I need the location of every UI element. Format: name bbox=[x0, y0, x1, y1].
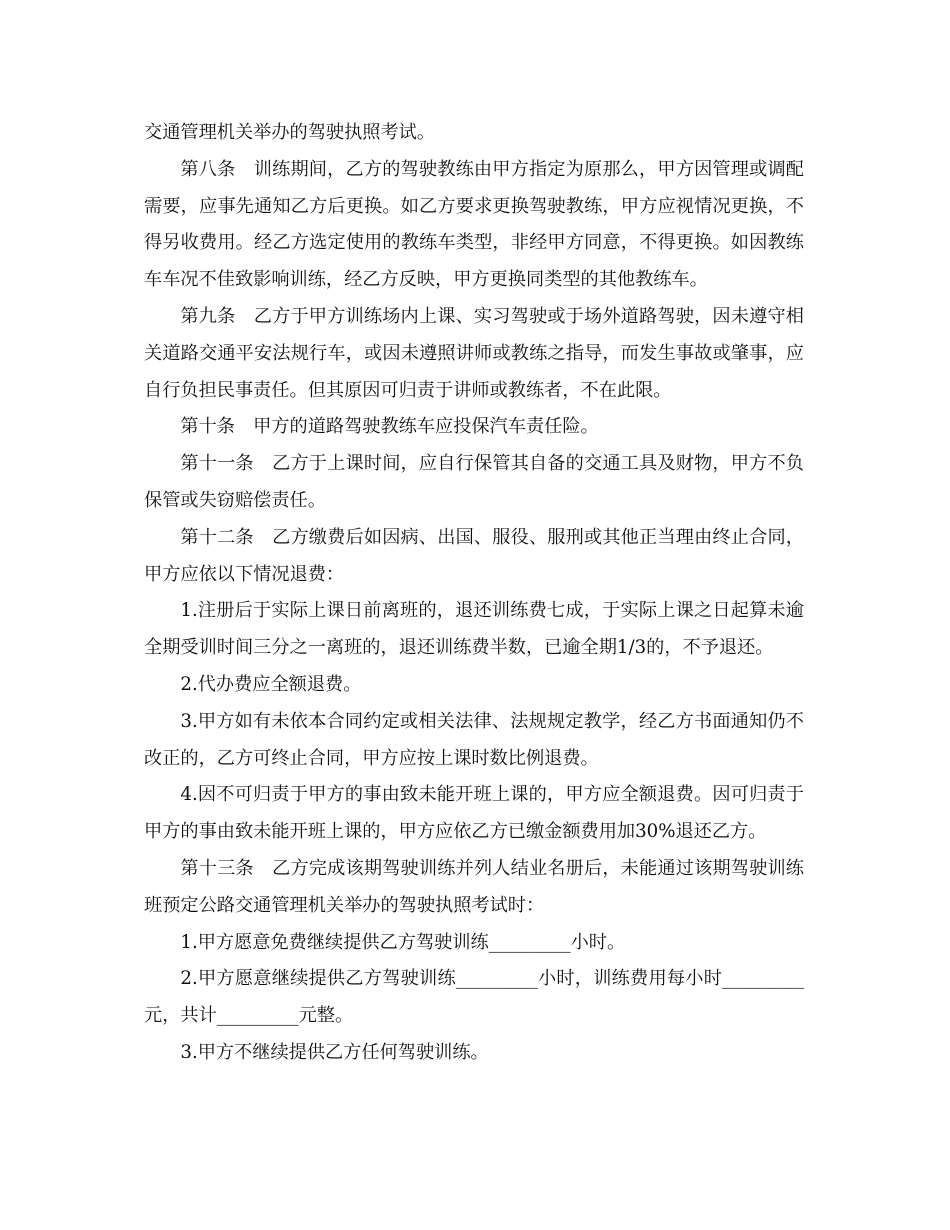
paragraph-article-10: 第十条 甲方的道路驾驶教练车应投保汽车责任险。 bbox=[180, 416, 599, 438]
paragraph-article-12: 第十二条 乙方缴费后如因病、出国、服役、服刑或其他正当理由终止合同，甲方应依以下情况退费： bbox=[144, 526, 804, 585]
paragraph-article-11: 第十一条 乙方于上课时间，应自行保管其自备的交通工具及财物，甲方不负保管或失窃赔偿责任。 bbox=[144, 453, 804, 511]
paragraph-article-8: 第八条 训练期间，乙方的驾驶教练由甲方指定为原那么，甲方因管理或调配需要，应事先通知乙方后更换。如乙方要求更换驾驶教练，甲方应视情况更换，不得另收费用。经乙方选定使用的教练车类型，非经甲方同意，不得更换。如因教练车车况不佳致影响训练，经乙方反映，甲方更换同类型的其他教练车。 bbox=[144, 158, 804, 291]
paragraph-article-13: 第十三条 乙方完成该期驾驶训练并列人结业名册后，未能通过该期驾驶训练班预定公路交通管理机关举办的驾驶执照考试时： bbox=[144, 857, 804, 916]
paragraph-article-12-item-4: 4.因不可归责于甲方的事由致未能开班上课的，甲方应全额退费。因可归责于甲方的事由致未能开班上课的，甲方应依乙方已缴金额费用加30%退还乙方。 bbox=[144, 784, 804, 843]
paragraph-article-13-item-1: 1.甲方愿意免费继续提供乙方驾驶训练_________小时。 bbox=[180, 931, 626, 953]
paragraph-article-12-item-3: 3.甲方如有未依本合同约定或相关法律、法规规定教学，经乙方书面通知仍不改正的，乙方可终止合同，甲方应按上课时数比例退费。 bbox=[144, 710, 804, 769]
paragraph-article-12-item-1: 1.注册后于实际上课日前离班的，退还训练费七成，于实际上课之日起算未逾全期受训时间三分之一离班的，退还训练费半数，已逾全期1/3的，不予退还。 bbox=[144, 600, 804, 659]
paragraph-article-9: 第九条 乙方于甲方训练场内上课、实习驾驶或于场外道路驾驶，因未遵守相关道路交通平安法规行车，或因未遵照讲师或教练之指导，而发生事故或肇事，应自行负担民事责任。但其原因可归责于讲师或教练者，不在此限。 bbox=[144, 305, 804, 401]
paragraph-article-12-item-2: 2.代办费应全额退费。 bbox=[180, 673, 362, 695]
paragraph-article-13-item-2: 2.甲方愿意继续提供乙方驾驶训练_________小时，训练费用每小时_________元，共计_________元整。 bbox=[144, 968, 804, 1027]
contract-body bbox=[144, 115, 804, 1072]
paragraph-continuation: 交通管理机关举办的驾驶执照考试。 bbox=[144, 122, 436, 143]
paragraph-article-13-item-3: 3.甲方不继续提供乙方任何驾驶训练。 bbox=[180, 1041, 489, 1063]
